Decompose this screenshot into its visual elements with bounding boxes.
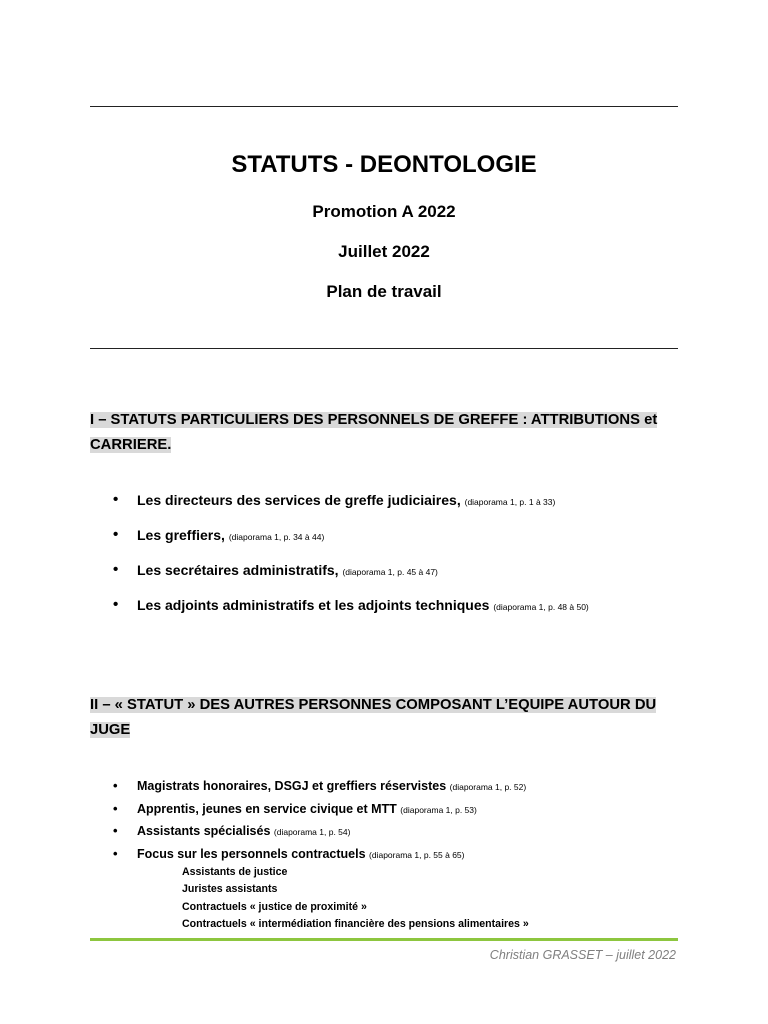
promotion-subtitle: Promotion A 2022 <box>312 202 456 221</box>
list-item <box>0 489 768 524</box>
date-subtitle: Juillet 2022 <box>338 242 430 261</box>
list-item-label: Les secrétaires administratifs, <box>137 562 339 578</box>
bullet-icon: • <box>113 823 118 839</box>
list-item-reference: (diaporama 1, p. 34 à 44) <box>228 532 325 542</box>
list-item-label: Les greffiers, <box>137 527 225 543</box>
list-item <box>0 799 768 822</box>
bullet-icon: • <box>113 800 118 816</box>
list-item <box>0 776 768 799</box>
sublist-item: Juristes assistants <box>182 883 278 896</box>
list-item-reference: (diaporama 1, p. 55 à 65) <box>369 849 465 860</box>
list-item-reference: (diaporama 1, p. 53) <box>400 804 477 815</box>
section-1-heading <box>90 408 678 458</box>
bullet-icon: • <box>113 526 119 543</box>
footer-author-date: Christian GRASSET – juillet 2022 <box>489 948 676 962</box>
header-bottom-rule <box>90 348 678 349</box>
sublist-item: Contractuels « intermédiation financière des pensions alimentaires » <box>182 918 529 931</box>
header-top-rule <box>90 106 678 107</box>
section-1-heading-text: I – STATUTS PARTICULIERS DES PERSONNELS DE GREFFE : ATTRIBUTIONS et CARRIERE. <box>90 412 658 453</box>
list-item-reference: (diaporama 1, p. 48 à 50) <box>493 602 589 612</box>
list-item-label: Assistants spécialisés <box>137 824 271 839</box>
section-2-list <box>0 776 768 866</box>
section-1-list <box>0 489 768 629</box>
list-item-label: Les directeurs des services de greffe judiciaires, <box>137 492 461 508</box>
list-item-reference: (diaporama 1, p. 45 à 47) <box>342 567 438 577</box>
list-item-reference: (diaporama 1, p. 54) <box>273 827 351 838</box>
bullet-icon: • <box>113 845 118 861</box>
list-item-reference: (diaporama 1, p. 52) <box>449 782 527 792</box>
list-item-reference: (diaporama 1, p. 1 à 33) <box>464 497 556 507</box>
list-item <box>0 821 768 844</box>
bullet-icon: • <box>113 596 119 613</box>
bullet-icon: • <box>113 561 119 578</box>
sublist-item: Assistants de justice <box>182 866 288 878</box>
list-item-label: Focus sur les personnels contractuels <box>137 846 366 861</box>
section-2-heading-text: II – « STATUT » DES AUTRES PERSONNES COMPOSANT L’EQUIPE AUTOUR DU JUGE <box>90 697 657 738</box>
bullet-icon: • <box>113 778 118 793</box>
document-title: STATUTS - DEONTOLOGIE <box>231 151 537 178</box>
list-item-label: Les adjoints administratifs et les adjoints techniques <box>137 597 490 613</box>
list-item-label: Apprentis, jeunes en service civique et MTT <box>137 801 397 816</box>
sublist-item: Contractuels « justice de proximité » <box>182 900 367 913</box>
list-item <box>0 524 768 559</box>
list-item <box>0 594 768 629</box>
list-item-label: Magistrats honoraires, DSGJ et greffiers réservistes <box>137 779 447 793</box>
bullet-icon: • <box>113 491 119 508</box>
contractuels-sublist <box>182 864 529 934</box>
list-item <box>0 844 768 867</box>
list-item <box>0 559 768 594</box>
footer-rule <box>90 938 678 941</box>
section-2-heading <box>90 693 678 743</box>
plan-subtitle: Plan de travail <box>326 282 442 301</box>
